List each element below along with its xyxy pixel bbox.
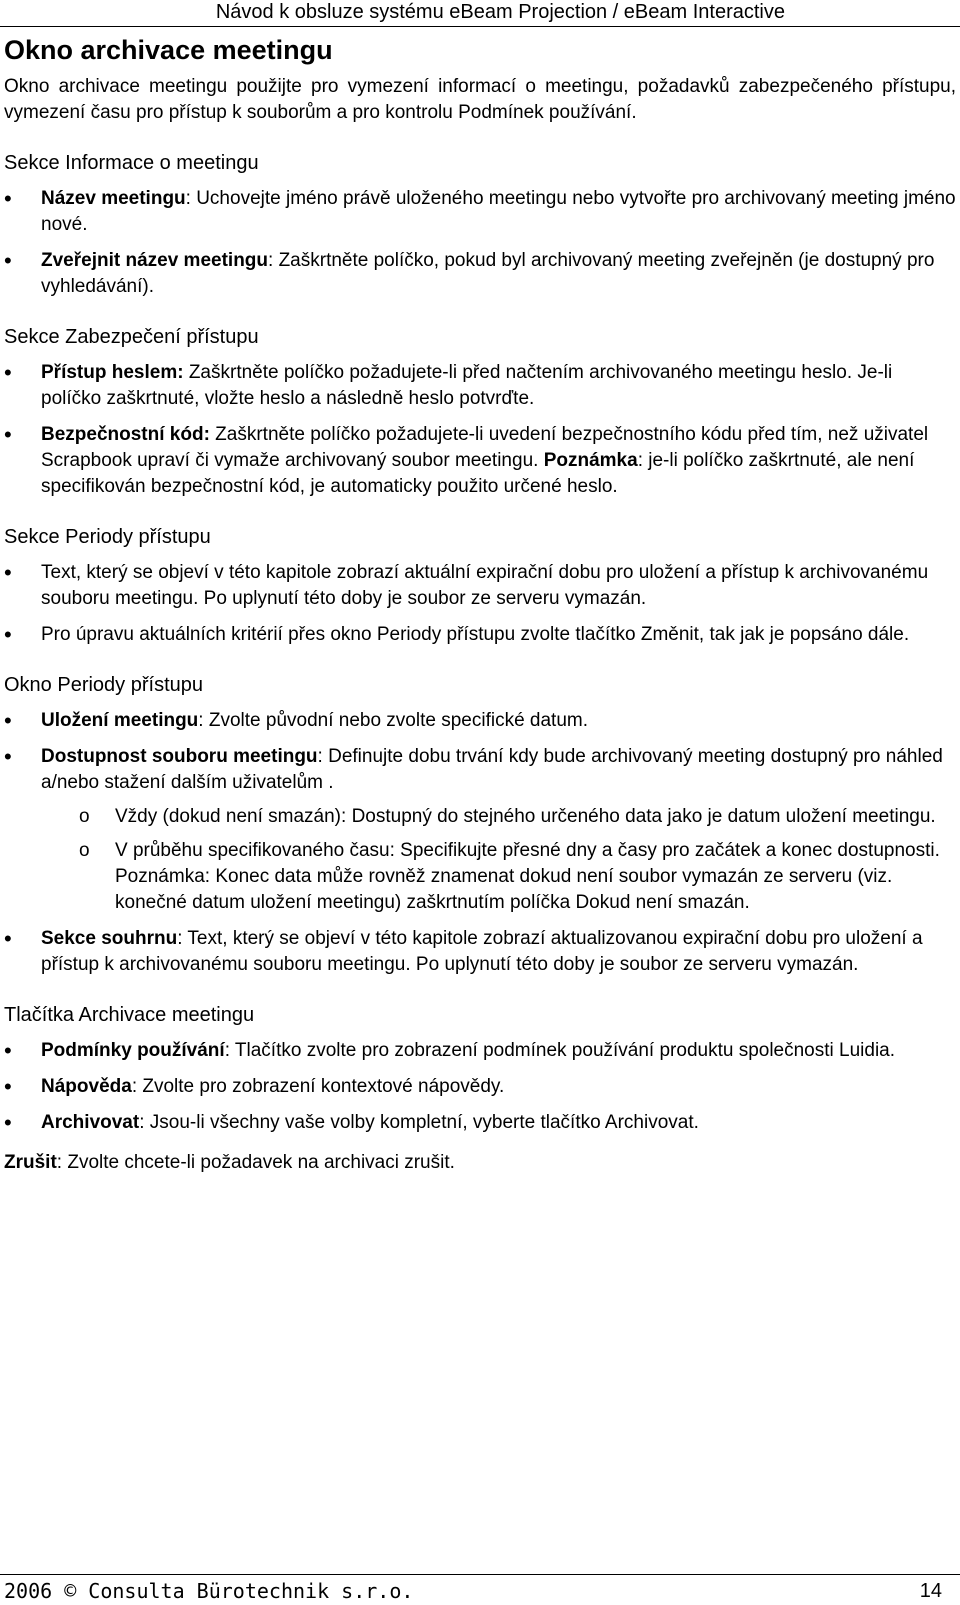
section-heading-security: Sekce Zabezpečení přístupu	[4, 326, 259, 348]
section-heading-info: Sekce Informace o meetingu	[4, 152, 259, 174]
list-item: • Bezpečnostní kód: Zaškrtněte políčko požadujete-li uvedení bezpečnostního kódu před tím, než uživatel Scrapbook upraví či vymaže archivovaný soubor meetingu. Poznámka: je-li políčko zaškrtnuté, ale není specifikován bezpečnostní kód, je automaticky použito určené heslo.	[4, 422, 956, 500]
section-heading-buttons: Tlačítka Archivace meetingu	[4, 1004, 255, 1026]
section-heading-window: Okno Periody přístupu	[4, 674, 203, 696]
page-footer	[0, 1574, 960, 1603]
buttons-list	[4, 1038, 956, 1136]
page-header	[0, 0, 960, 27]
page-title: Okno archivace meetingu	[4, 35, 333, 65]
sub-list-item: o V průběhu specifikovaného času: Specifikujte přesné dny a časy pro začátek a konec dostupnosti. Poznámka: Konec data může rovněž znamenat dokud není soubor vymazán ze serveru (viz. konečné datum uložení meetingu) zaškrtnutím políčka Dokud není smazán.	[41, 838, 956, 916]
page-number: 14	[919, 1580, 942, 1602]
list-item: • Podmínky používání: Tlačítko zvolte pro zobrazení podmínek používání produktu společnosti Luidia.	[4, 1038, 956, 1064]
list-item: • Dostupnost souboru meetingu: Definujte dobu trvání kdy bude archivovaný meeting dostupný pro náhled a/nebo stažení dalším uživatelům . o Vždy (dokud není smazán): Dostupný do stejného určeného data jako je datum uložení meetingu. o V průběhu specifikovaného času: Specifikujte přesné dny a časy pro začátek a konec dostupnosti. Poznámka: Konec data může rovněž znamenat dokud není soubor vymazán ze serveru (viz. konečné datum uložení meetingu) zaškrtnutím políčka Dokud není smazán.	[4, 744, 956, 916]
page-content	[4, 34, 956, 1176]
list-item: • Text, který se objeví v této kapitole zobrazí aktuální expirační dobu pro uložení a přístup k archivovanému souboru meetingu. Po uplynutí této doby je soubor ze serveru vymazán.	[4, 560, 956, 612]
info-list	[4, 186, 956, 300]
window-list	[4, 708, 956, 978]
list-item: • Název meetingu: Uchovejte jméno právě uloženého meetingu nebo vytvořte pro archivovaný meeting jméno nové.	[4, 186, 956, 238]
cancel-paragraph: Zrušit: Zvolte chcete-li požadavek na archivaci zrušit.	[4, 1152, 455, 1173]
list-item: • Uložení meetingu: Zvolte původní nebo zvolte specifické datum.	[4, 708, 956, 734]
list-item: • Nápověda: Zvolte pro zobrazení kontextové nápovědy.	[4, 1074, 956, 1100]
intro-paragraph: Okno archivace meetingu použijte pro vymezení informací o meetingu, požadavků zabezpečeného přístupu, vymezení času pro přístup k souborům a pro kontrolu Podmínek používání.	[4, 76, 956, 123]
sub-list-item: o Vždy (dokud není smazán): Dostupný do stejného určeného data jako je datum uložení meetingu.	[41, 804, 956, 830]
list-item: • Přístup heslem: Zaškrtněte políčko požadujete-li před načtením archivovaného meetingu heslo. Je-li políčko zaškrtnuté, vložte heslo a následně heslo potvrďte.	[4, 360, 956, 412]
header-text: Návod k obsluze systému eBeam Projection / eBeam Interactive	[215, 1, 785, 23]
list-item: • Pro úpravu aktuálních kritérií přes okno Periody přístupu zvolte tlačítko Změnit, tak jak je popsáno dále.	[4, 622, 956, 648]
footer-copyright: 2006 © Consulta Bürotechnik s.r.o.	[4, 1579, 414, 1603]
list-item: • Sekce souhrnu: Text, který se objeví v této kapitole zobrazí aktualizovanou expirační dobu pro uložení a přístup k archivovanému souboru meetingu. Po uplynutí této doby je soubor ze serveru vymazán.	[4, 926, 956, 978]
period-list	[4, 560, 956, 648]
list-item: • Zveřejnit název meetingu: Zaškrtněte políčko, pokud byl archivovaný meeting zveřejněn (je dostupný pro vyhledávání).	[4, 248, 956, 300]
sub-list	[41, 804, 956, 916]
section-heading-period: Sekce Periody přístupu	[4, 526, 211, 548]
list-item: • Archivovat: Jsou-li všechny vaše volby kompletní, vyberte tlačítko Archivovat.	[4, 1110, 956, 1136]
security-list	[4, 360, 956, 500]
